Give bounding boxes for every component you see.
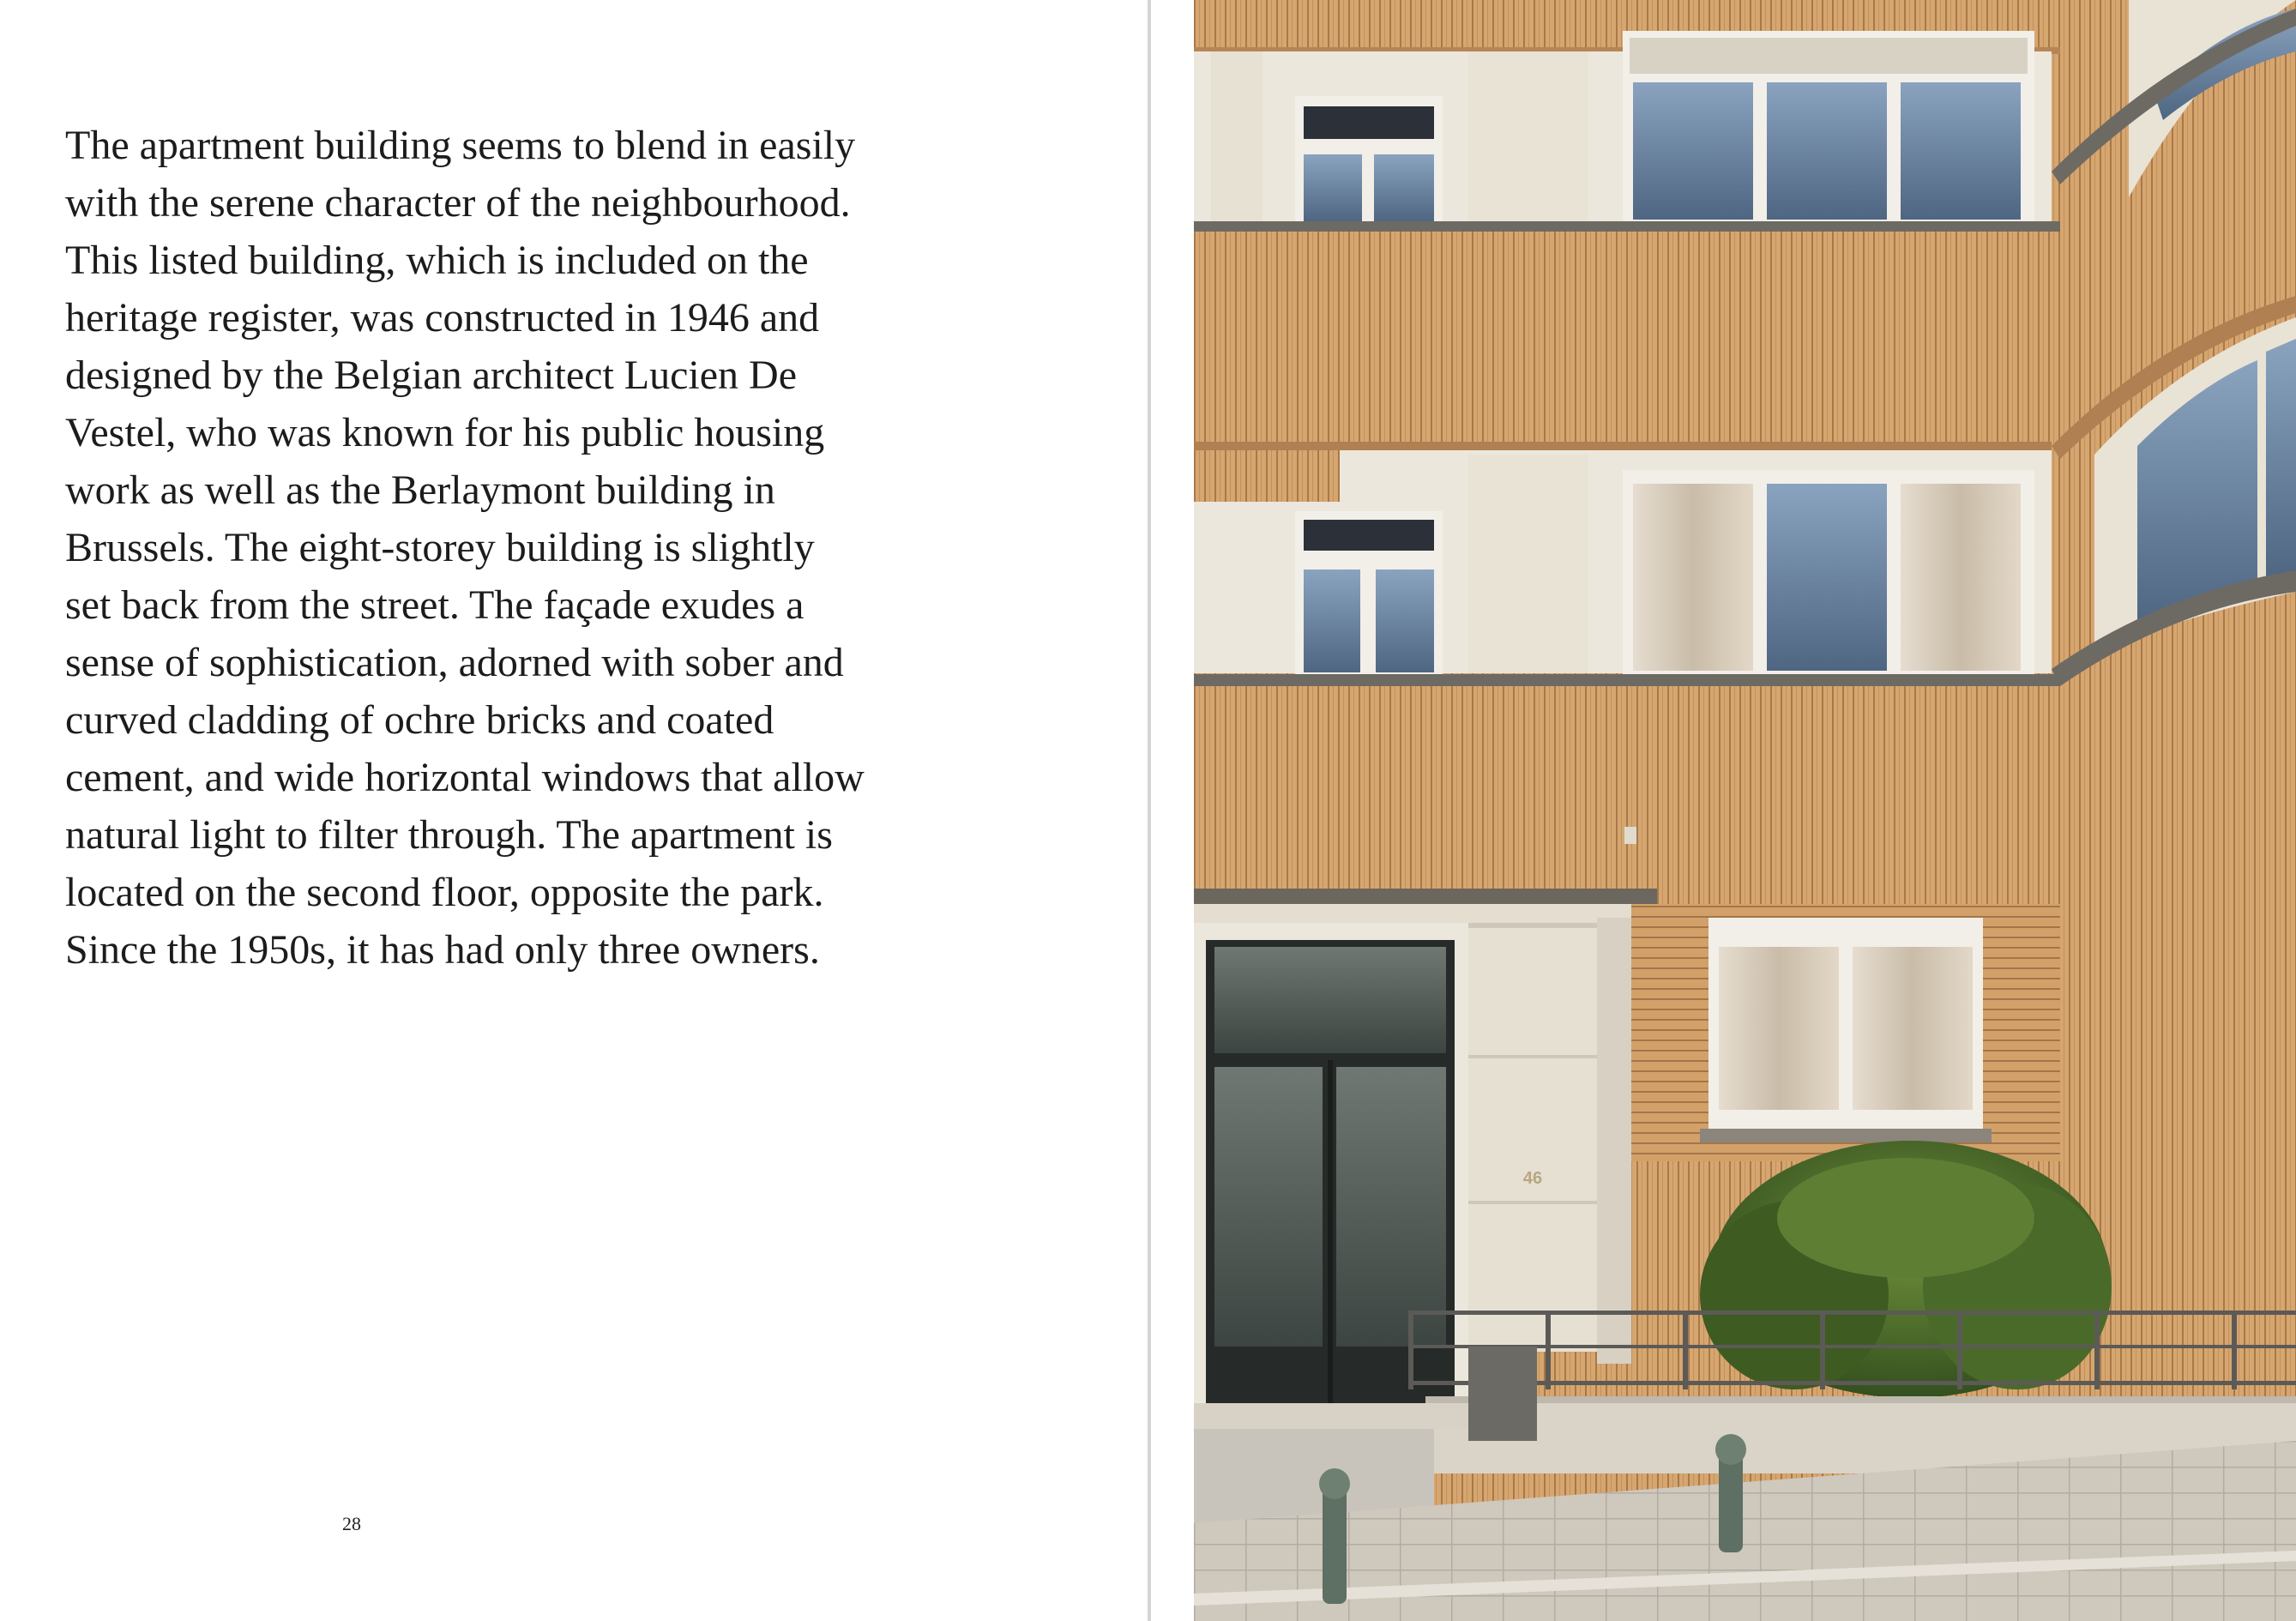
paragraph-line: work as well as the Berlaymont building in bbox=[65, 467, 775, 513]
right-page bbox=[1151, 0, 2296, 1621]
paragraph-line: designed by the Belgian architect Lucien De bbox=[65, 353, 798, 398]
page-number: 28 bbox=[342, 1513, 361, 1534]
paragraph-line: Since the 1950s, it has had only three owners. bbox=[65, 927, 820, 973]
building-facade-photo bbox=[1194, 0, 2296, 1621]
paragraph-line: natural light to filter through. The apartment is bbox=[65, 812, 833, 858]
paragraph-line: sense of sophistication, adorned with sober and bbox=[65, 640, 844, 685]
paragraph-line: Brussels. The eight-storey building is slightly bbox=[65, 525, 815, 570]
paragraph-line: with the serene character of the neighbourhood. bbox=[65, 180, 851, 226]
paragraph-line: located on the second floor, opposite the park. bbox=[65, 870, 824, 915]
paragraph-line: Vestel, who was known for his public housing bbox=[65, 410, 825, 455]
paragraph-line: curved cladding of ochre bricks and coated bbox=[65, 697, 774, 743]
body-paragraph bbox=[65, 117, 1009, 979]
paragraph-line: This listed building, which is included on the bbox=[65, 238, 809, 283]
house-number: 46 bbox=[1522, 1169, 1543, 1188]
paragraph-line: The apartment building seems to blend in easily bbox=[65, 123, 856, 168]
paragraph-line: set back from the street. The façade exudes a bbox=[65, 582, 805, 628]
paragraph-line: heritage register, was constructed in 1946 and bbox=[65, 295, 820, 340]
paragraph-line: cement, and wide horizontal windows that allow bbox=[65, 755, 865, 800]
